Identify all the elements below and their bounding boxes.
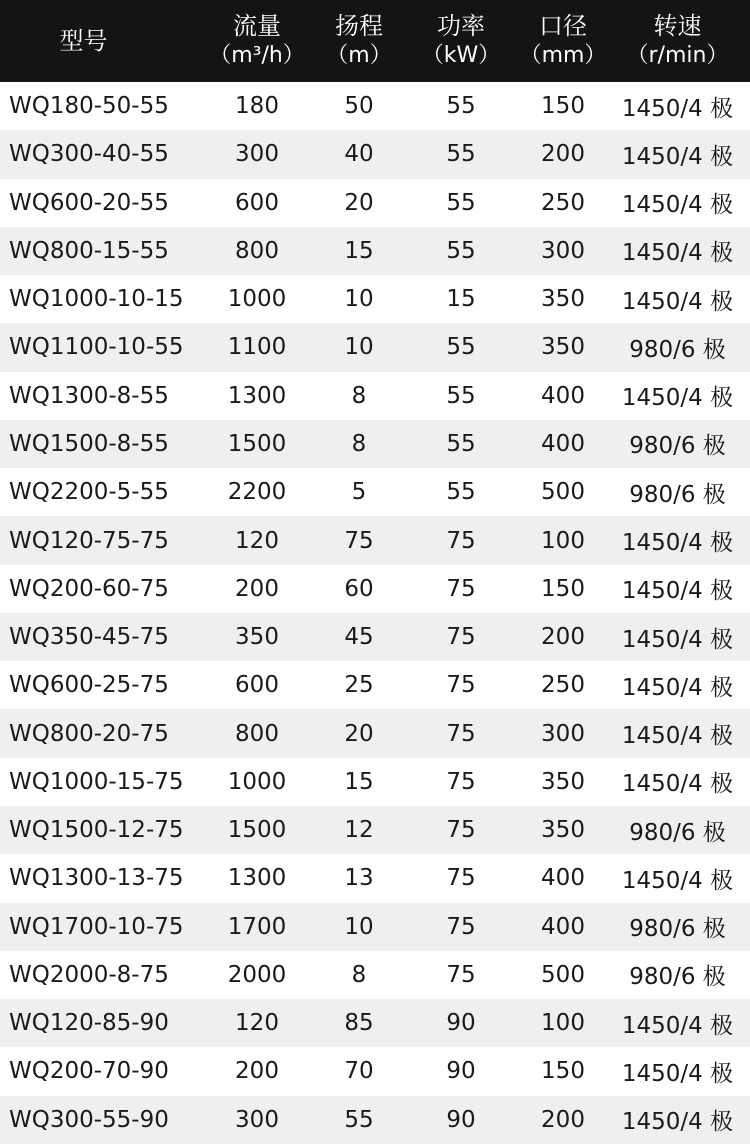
table-body <box>0 82 750 1144</box>
cell-bore: 500 <box>541 961 585 988</box>
cell-head: 5 <box>351 479 367 506</box>
cell-head: 60 <box>344 575 374 602</box>
cell-speed: 1450/4 极 <box>621 578 734 605</box>
cell-flow: 1700 <box>227 913 287 940</box>
cell-head: 13 <box>344 865 374 892</box>
cell-head: 15 <box>344 768 374 795</box>
cell-model: WQ1000-15-75 <box>9 768 184 795</box>
table-row <box>0 806 750 854</box>
cell-model: WQ200-60-75 <box>9 575 169 602</box>
cell-model: WQ1700-10-75 <box>9 913 184 940</box>
header-bore-label: 口径 <box>539 12 587 40</box>
cell-head: 20 <box>344 720 374 747</box>
cell-head: 15 <box>344 237 374 264</box>
header-head-unit: （m） <box>326 43 392 68</box>
cell-power: 75 <box>446 865 476 892</box>
cell-head: 25 <box>344 672 374 699</box>
cell-flow: 200 <box>235 575 279 602</box>
cell-flow: 1500 <box>227 817 287 844</box>
cell-power: 55 <box>446 479 476 506</box>
cell-speed: 1450/4 极 <box>621 626 734 653</box>
cell-flow: 180 <box>235 93 279 120</box>
cell-model: WQ300-55-90 <box>9 1106 169 1133</box>
cell-model: WQ2200-5-55 <box>9 479 169 506</box>
cell-flow: 1500 <box>227 430 287 457</box>
header-power <box>401 11 521 71</box>
table-row <box>0 227 750 275</box>
table-row <box>0 758 750 806</box>
cell-flow: 2000 <box>227 961 287 988</box>
cell-bore: 150 <box>541 575 585 602</box>
header-flow-label: 流量 <box>233 12 281 40</box>
cell-flow: 1000 <box>227 768 287 795</box>
table-row <box>0 1047 750 1095</box>
cell-speed: 980/6 极 <box>629 481 726 508</box>
cell-power: 90 <box>446 1010 476 1037</box>
cell-model: WQ300-40-55 <box>9 141 169 168</box>
table-row <box>0 999 750 1047</box>
cell-speed: 1450/4 极 <box>621 723 734 750</box>
cell-model: WQ1500-8-55 <box>9 430 169 457</box>
header-power-label: 功率 <box>437 12 485 40</box>
table-row <box>0 82 750 130</box>
cell-flow: 120 <box>235 527 279 554</box>
cell-power: 90 <box>446 1106 476 1133</box>
cell-flow: 1100 <box>227 334 287 361</box>
table-row <box>0 179 750 227</box>
cell-power: 75 <box>446 961 476 988</box>
cell-model: WQ800-20-75 <box>9 720 169 747</box>
table-row <box>0 468 750 516</box>
cell-power: 75 <box>446 527 476 554</box>
cell-head: 10 <box>344 334 374 361</box>
table-row <box>0 903 750 951</box>
cell-power: 75 <box>446 768 476 795</box>
cell-model: WQ600-20-55 <box>9 189 169 216</box>
header-speed-label: 转速 <box>653 12 702 40</box>
cell-flow: 800 <box>235 720 279 747</box>
table-row <box>0 130 750 178</box>
cell-model: WQ120-75-75 <box>9 527 169 554</box>
cell-head: 50 <box>344 93 374 120</box>
cell-speed: 980/6 极 <box>629 819 726 846</box>
cell-flow: 120 <box>235 1010 279 1037</box>
cell-head: 10 <box>344 286 374 313</box>
table-row <box>0 709 750 757</box>
header-bore-unit: （mm） <box>519 43 607 68</box>
cell-power: 75 <box>446 672 476 699</box>
cell-flow: 600 <box>235 189 279 216</box>
table-row <box>0 565 750 613</box>
cell-head: 8 <box>351 382 367 409</box>
cell-model: WQ200-70-90 <box>9 1058 169 1085</box>
cell-power: 55 <box>446 237 476 264</box>
cell-bore: 350 <box>541 817 585 844</box>
cell-flow: 1300 <box>227 382 287 409</box>
cell-head: 40 <box>344 141 374 168</box>
table-row <box>0 420 750 468</box>
cell-bore: 150 <box>541 93 585 120</box>
cell-flow: 800 <box>235 237 279 264</box>
cell-speed: 980/6 极 <box>629 964 726 991</box>
cell-model: WQ1000-10-15 <box>9 286 184 313</box>
cell-head: 75 <box>344 527 374 554</box>
cell-bore: 400 <box>541 430 585 457</box>
cell-flow: 300 <box>235 141 279 168</box>
cell-head: 45 <box>344 624 374 651</box>
header-flow-unit: （m³/h） <box>209 43 305 68</box>
cell-speed: 1450/4 极 <box>621 240 734 267</box>
table-row <box>0 951 750 999</box>
table-row <box>0 372 750 420</box>
cell-speed: 1450/4 极 <box>621 288 734 315</box>
cell-power: 75 <box>446 624 476 651</box>
table-row <box>0 516 750 564</box>
cell-speed: 1450/4 极 <box>621 1012 734 1039</box>
cell-power: 75 <box>446 817 476 844</box>
header-head-label: 扬程 <box>335 12 383 40</box>
cell-model: WQ800-15-55 <box>9 237 169 264</box>
cell-head: 10 <box>344 913 374 940</box>
cell-speed: 1450/4 极 <box>621 1109 734 1136</box>
cell-bore: 350 <box>541 768 585 795</box>
cell-bore: 250 <box>541 189 585 216</box>
table-header <box>0 0 750 82</box>
cell-speed: 980/6 极 <box>629 916 726 943</box>
header-model <box>0 26 197 56</box>
cell-model: WQ600-25-75 <box>9 672 169 699</box>
table-row <box>0 613 750 661</box>
cell-flow: 350 <box>235 624 279 651</box>
cell-flow: 300 <box>235 1106 279 1133</box>
cell-bore: 400 <box>541 865 585 892</box>
cell-power: 75 <box>446 720 476 747</box>
cell-model: WQ180-50-55 <box>9 93 169 120</box>
cell-bore: 200 <box>541 624 585 651</box>
cell-model: WQ120-85-90 <box>9 1010 169 1037</box>
cell-speed: 980/6 极 <box>629 336 726 363</box>
cell-bore: 200 <box>541 141 585 168</box>
cell-speed: 1450/4 极 <box>621 674 734 701</box>
cell-flow: 2200 <box>227 479 287 506</box>
cell-bore: 350 <box>541 334 585 361</box>
cell-model: WQ1300-13-75 <box>9 865 184 892</box>
header-head <box>317 11 401 71</box>
table-row <box>0 854 750 902</box>
cell-head: 20 <box>344 189 374 216</box>
cell-speed: 1450/4 极 <box>621 95 734 122</box>
header-model-label: 型号 <box>59 27 108 55</box>
cell-power: 55 <box>446 189 476 216</box>
table-row <box>0 1096 750 1144</box>
cell-flow: 1000 <box>227 286 287 313</box>
cell-power: 55 <box>446 430 476 457</box>
cell-power: 55 <box>446 141 476 168</box>
cell-speed: 1450/4 极 <box>621 771 734 798</box>
header-speed <box>605 11 750 71</box>
cell-head: 70 <box>344 1058 374 1085</box>
cell-model: WQ2000-8-75 <box>9 961 169 988</box>
cell-bore: 100 <box>541 527 585 554</box>
cell-head: 8 <box>351 430 367 457</box>
cell-bore: 200 <box>541 1106 585 1133</box>
cell-bore: 400 <box>541 382 585 409</box>
cell-head: 12 <box>344 817 374 844</box>
cell-model: WQ1500-12-75 <box>9 817 184 844</box>
cell-head: 85 <box>344 1010 374 1037</box>
cell-flow: 600 <box>235 672 279 699</box>
cell-power: 15 <box>446 286 476 313</box>
header-flow <box>197 11 317 71</box>
cell-power: 90 <box>446 1058 476 1085</box>
cell-bore: 150 <box>541 1058 585 1085</box>
cell-head: 8 <box>351 961 367 988</box>
cell-bore: 500 <box>541 479 585 506</box>
cell-speed: 1450/4 极 <box>621 867 734 894</box>
cell-speed: 1450/4 极 <box>621 385 734 412</box>
header-bore <box>521 11 605 71</box>
table-row <box>0 323 750 371</box>
cell-head: 55 <box>344 1106 374 1133</box>
cell-power: 55 <box>446 93 476 120</box>
cell-speed: 1450/4 极 <box>621 192 734 219</box>
cell-flow: 200 <box>235 1058 279 1085</box>
cell-speed: 1450/4 极 <box>621 1060 734 1087</box>
header-speed-unit: （r/min） <box>626 43 729 68</box>
cell-speed: 1450/4 极 <box>621 530 734 557</box>
cell-bore: 100 <box>541 1010 585 1037</box>
cell-speed: 980/6 极 <box>629 433 726 460</box>
cell-speed: 1450/4 极 <box>621 143 734 170</box>
header-power-unit: （kW） <box>421 43 501 68</box>
table-row <box>0 275 750 323</box>
cell-power: 55 <box>446 334 476 361</box>
cell-bore: 400 <box>541 913 585 940</box>
cell-power: 75 <box>446 913 476 940</box>
cell-power: 55 <box>446 382 476 409</box>
cell-power: 75 <box>446 575 476 602</box>
table-row <box>0 661 750 709</box>
cell-model: WQ1300-8-55 <box>9 382 169 409</box>
cell-model: WQ350-45-75 <box>9 624 169 651</box>
cell-bore: 250 <box>541 672 585 699</box>
cell-bore: 300 <box>541 237 585 264</box>
cell-bore: 350 <box>541 286 585 313</box>
cell-bore: 300 <box>541 720 585 747</box>
cell-model: WQ1100-10-55 <box>9 334 184 361</box>
cell-flow: 1300 <box>227 865 287 892</box>
